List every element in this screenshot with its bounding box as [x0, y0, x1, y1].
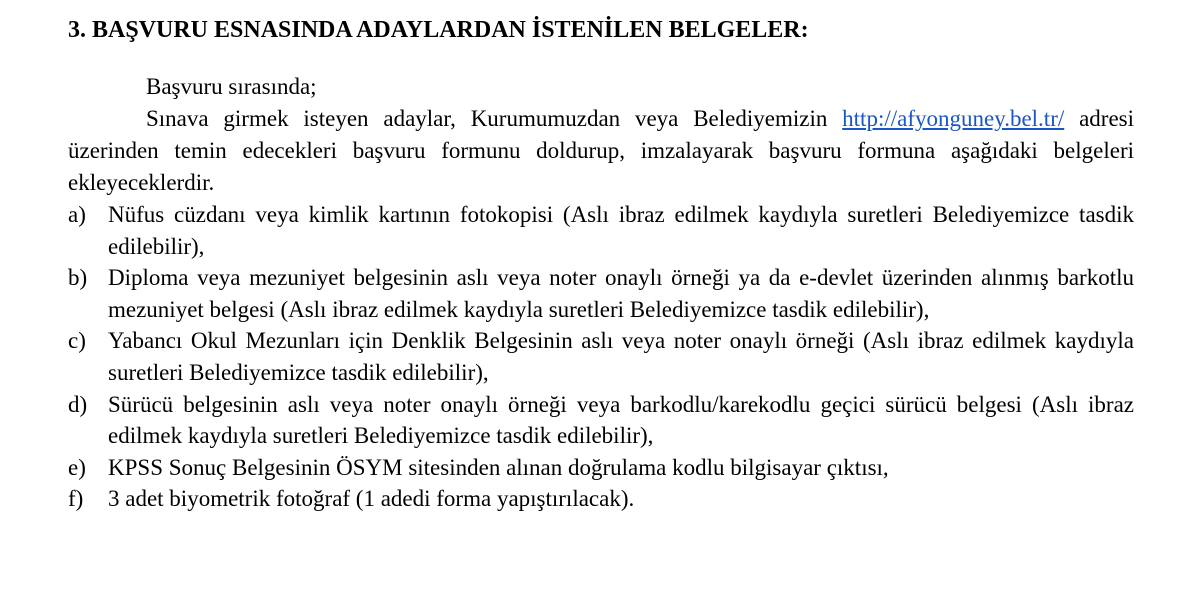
list-item-text: Diploma veya mezuniyet belgesinin aslı veya noter onaylı örneği ya da e-devlet üzerinden alınmış barkotlu mezuniyet belgesi (Aslı ibraz edilmek kaydıyla suretleri Belediyemizce tasdik edilebilir),	[108, 265, 1134, 322]
list-item-e	[68, 452, 1134, 484]
list-item-a	[68, 199, 1134, 262]
list-item-b	[68, 262, 1134, 325]
required-documents-list	[68, 199, 1134, 515]
municipality-website-link[interactable]: http://afyonguney.bel.tr/	[842, 106, 1065, 131]
list-marker: b)	[68, 265, 88, 291]
section-heading: 3. BAŞVURU ESNASINDA ADAYLARDAN İSTENİLEN BELGELER:	[68, 17, 809, 43]
paragraph-text-after-link: adresi üzerinden temin edecekleri başvuru formunu doldurup, imzalayarak başvuru formuna aşağıdaki belgeleri ekleyeceklerdir.	[68, 106, 1134, 195]
list-item-c	[68, 325, 1134, 388]
document-page	[68, 12, 1134, 515]
list-item-text: KPSS Sonuç Belgesinin ÖSYM sitesinden alınan doğrulama kodlu bilgisayar çıktısı,	[108, 454, 889, 480]
list-marker: f)	[68, 486, 84, 512]
list-marker: d)	[68, 391, 88, 417]
list-marker: e)	[68, 454, 86, 480]
list-item-d	[68, 389, 1134, 452]
paragraph-text-before-link: Sınava girmek isteyen adaylar, Kurumumuzdan veya Belediyemizin	[146, 106, 843, 131]
list-item-text: Sürücü belgesinin aslı veya noter onaylı örneği veya barkodlu/karekodlu geçici sürücü belgesi (Aslı ibraz edilmek kaydıyla suretleri Belediyemizce tasdik edilebilir),	[108, 391, 1134, 449]
intro-line: Başvuru sırasında;	[146, 74, 317, 99]
list-item-text: 3 adet biyometrik fotoğraf (1 adedi forma yapıştırılacak).	[108, 486, 635, 512]
instruction-paragraph	[68, 103, 1134, 199]
list-marker: c)	[68, 328, 86, 354]
list-item-text: Nüfus cüzdanı veya kimlik kartının fotokopisi (Aslı ibraz edilmek kaydıyla suretleri Belediyemizce tasdik edilebilir),	[108, 202, 1134, 259]
list-item-f	[68, 483, 1134, 515]
list-marker: a)	[68, 202, 86, 227]
list-item-text: Yabancı Okul Mezunları için Denklik Belgesinin aslı veya noter onaylı örneği (Aslı ibraz edilmek kaydıyla suretleri Belediyemizce tasdik edilebilir),	[108, 328, 1134, 385]
